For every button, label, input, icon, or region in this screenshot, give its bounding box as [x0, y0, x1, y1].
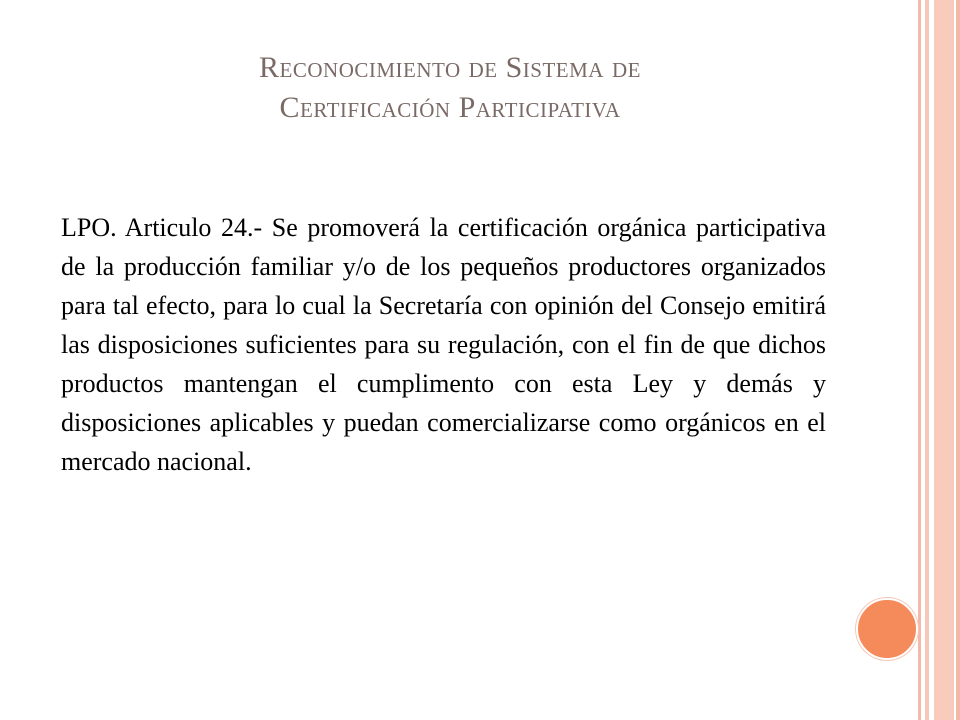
decorative-stripe: [956, 0, 960, 720]
slide-title: [60, 48, 840, 128]
slide-title-line-2: Certificación Participativa: [279, 91, 621, 124]
slide-body-text: LPO. Articulo 24.- Se promoverá la certificación orgánica participativa de la producción familiar y/o de los pequeños productores organizados para tal efecto, para lo cual la Secretaría con opinión del Consejo emitirá las disposiciones suficientes para su regulación, con el fin de que dichos productos mantengan el cumplimento con esta Ley y demás y disposiciones aplicables y puedan comercializarse como orgánicos en el mercado nacional.: [61, 213, 826, 476]
decorative-stripe: [934, 0, 954, 720]
slide-title-line-1: Reconocimiento de Sistema de: [259, 51, 641, 84]
accent-circle-decoration: [856, 598, 918, 660]
decorative-stripe: [918, 0, 921, 720]
decorative-stripe: [925, 0, 929, 720]
